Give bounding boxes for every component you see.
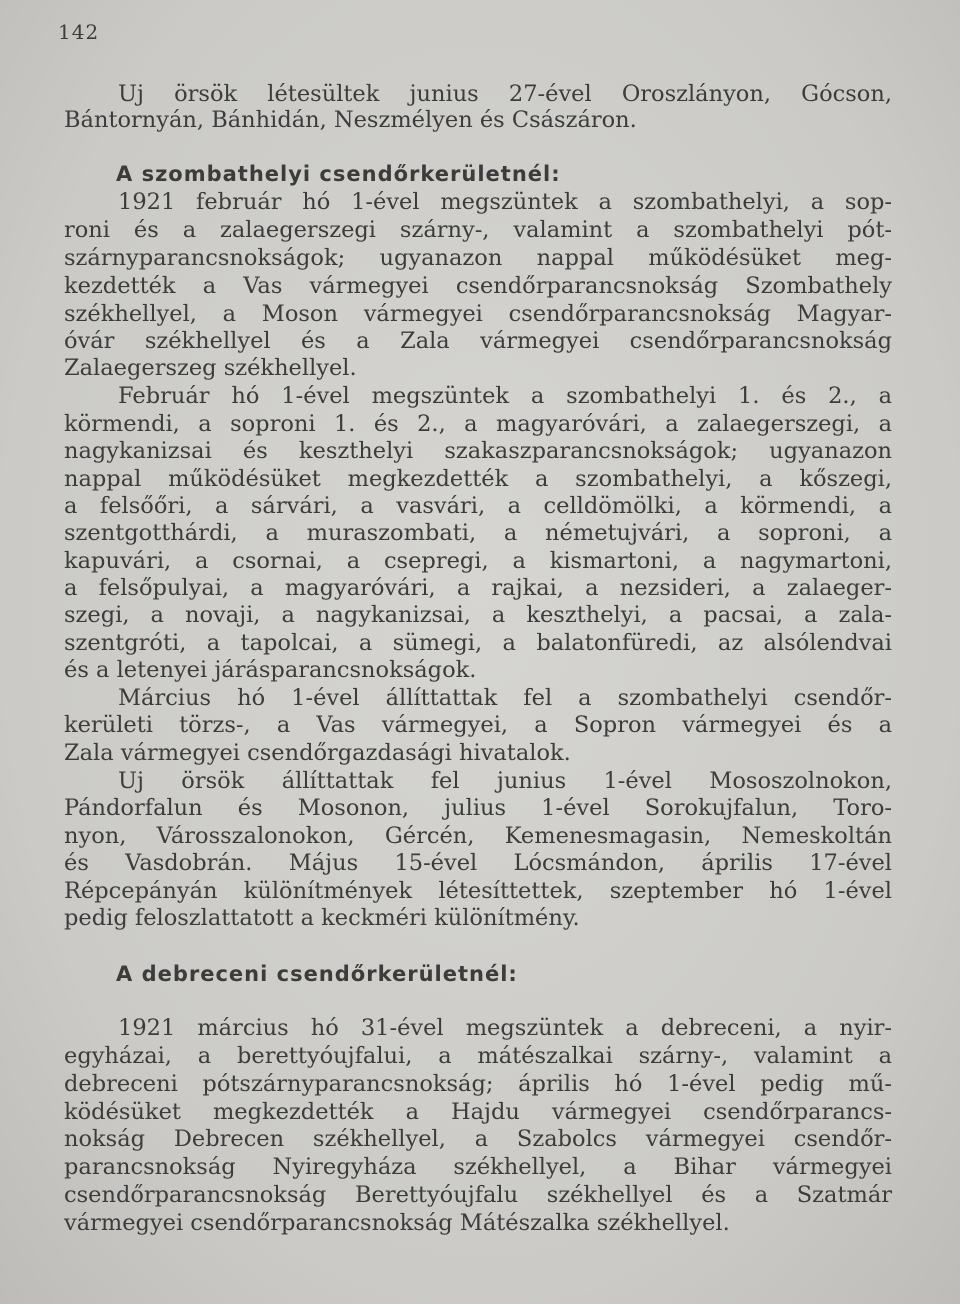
text-line: szárnyparancsnokságok; ugyanazon nappal működésüket meg- [64,245,892,271]
text-line: Március hó 1-ével állíttattak fel a szombathelyi csendőr- [118,685,892,711]
text-line: kerületi törzs-, a Vas vármegyei, a Sopron vármegyei és a [64,712,892,738]
page-number: 142 [58,20,100,44]
text-line: Uj örsök létesültek junius 27-ével Oroszlányon, Gócson, [118,81,892,107]
text-line: körmendi, a soproni 1. és 2., a magyaróvári, a zalaegerszegi, a [64,411,892,437]
text-line: és a letenyei járásparancsnokságok. [64,657,477,683]
text-line: Zalaegerszeg székhellyel. [64,355,357,381]
text-line: Pándorfalun és Mosonon, julius 1-ével Sorokujfalun, Toro- [64,795,892,821]
text-line: nappal működésüket megkezdették a szombathelyi, a kőszegi, [64,466,892,492]
text-line: a felsőőri, a sárvári, a vasvári, a celldömölki, a körmendi, a [64,493,892,519]
text-line: és Vasdobrán. Május 15-ével Lócsmándon, április 17-ével [64,850,892,876]
text-line: szentgróti, a tapolcai, a sümegi, a balatonfüredi, az alsólendvai [64,630,892,656]
text-line: kezdették a Vas vármegyei csendőrparancsnokság Szombathely [64,273,892,299]
section-heading: A debreceni csendőrkerületnél: [116,962,518,986]
text-line: egyházai, a berettyóujfalui, a mátészalkai szárny-, valamint a [64,1043,892,1069]
text-line: óvár székhellyel és a Zala vármegyei csendőrparancsnokság [64,328,892,354]
text-line: szegi, a novaji, a nagykanizsai, a keszthelyi, a pacsai, a zala- [64,602,892,628]
text-line: székhellyel, a Moson vármegyei csendőrparancsnokság Magyar- [64,301,892,327]
text-line: pedig feloszlattatott a keckméri különítmény. [64,905,580,931]
text-line: szentgotthárdi, a muraszombati, a németujvári, a soproni, a [64,520,892,546]
text-line: parancsnokság Nyiregyháza székhellyel, a Bihar vármegyei [64,1154,892,1180]
text-line: nyon, Városszalonokon, Gércén, Kemenesmagasin, Nemeskoltán [64,823,892,849]
text-line: roni és a zalaegerszegi szárny-, valamint a szombathelyi pót- [64,217,892,243]
text-line: vármegyei csendőrparancsnokság Mátészalka székhellyel. [64,1210,730,1236]
text-line: Uj örsök állíttattak fel junius 1-ével Mososzolnokon, [118,768,892,794]
section-heading: A szombathelyi csendőrkerületnél: [116,162,561,186]
text-line: kapuvári, a csornai, a csepregi, a kismartoni, a nagymartoni, [64,548,892,574]
text-line: Február hó 1-ével megszüntek a szombathelyi 1. és 2., a [118,383,892,409]
text-line: Répcepányán különítmények létesíttettek, szeptember hó 1-ével [64,878,892,904]
text-line: Zala vármegyei csendőrgazdasági hivatalok. [64,740,571,766]
text-line: ködésüket megkezdették a Hajdu vármegyei csendőrparancs- [64,1099,892,1125]
text-line: 1921 február hó 1-ével megszüntek a szombathelyi, a sop- [118,189,892,215]
text-line: 1921 március hó 31-ével megszüntek a debreceni, a nyir- [118,1015,892,1041]
text-line: a felsőpulyai, a magyaróvári, a rajkai, a nezsideri, a zalaeger- [64,575,892,601]
text-line: Bántornyán, Bánhidán, Neszmélyen és Császáron. [64,107,637,133]
text-line: nokság Debrecen székhellyel, a Szabolcs vármegyei csendőr- [64,1126,892,1152]
text-line: nagykanizsai és keszthelyi szakaszparancsnokságok; ugyanazon [64,438,892,464]
text-line: csendőrparancsnokság Berettyóujfalu székhellyel és a Szatmár [64,1182,892,1208]
text-line: debreceni pótszárnyparancsnokság; április hó 1-ével pedig mű- [64,1071,892,1097]
